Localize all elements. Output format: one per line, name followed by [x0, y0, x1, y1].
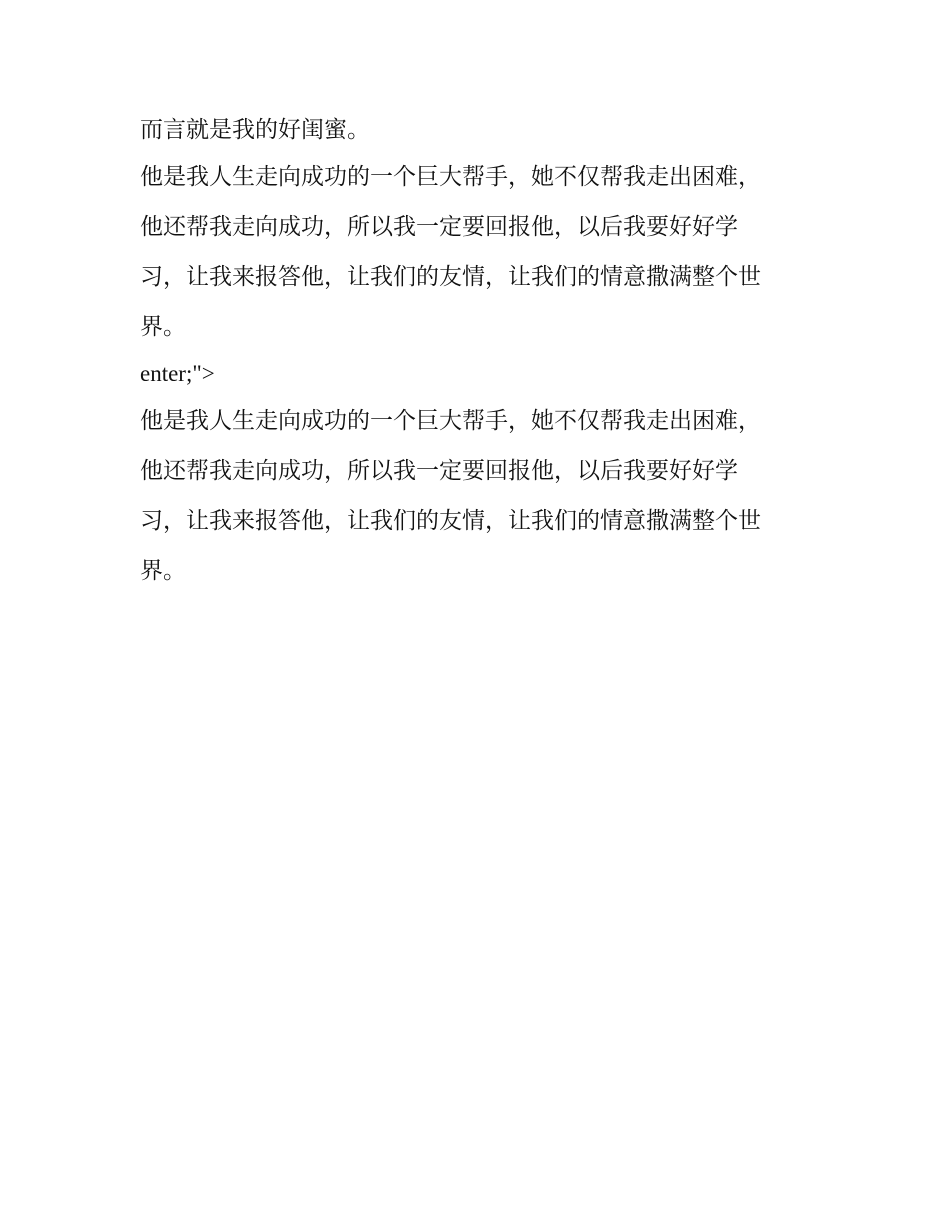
text-line: 他还帮我走向成功，所以我一定要回报他，以后我要好好学 — [140, 458, 738, 484]
text-line: 界。 — [140, 314, 186, 340]
text-line: 习，让我来报答他，让我们的友情，让我们的情意撒满整个世 — [140, 508, 761, 534]
paragraph — [140, 108, 815, 152]
text-line: 他是我人生走向成功的一个巨大帮手，她不仅帮我走出困难， — [140, 164, 761, 190]
text-line: enter;"> — [140, 361, 215, 386]
paragraph — [140, 352, 815, 396]
text-line: 他还帮我走向成功，所以我一定要回报他，以后我要好好学 — [140, 214, 738, 240]
document-body — [140, 108, 815, 596]
paragraph — [140, 396, 815, 596]
text-line: 他是我人生走向成功的一个巨大帮手，她不仅帮我走出困难， — [140, 408, 761, 434]
text-line: 而言就是我的好闺蜜。 — [140, 117, 370, 143]
text-line: 习，让我来报答他，让我们的友情，让我们的情意撒满整个世 — [140, 264, 761, 290]
paragraph — [140, 152, 815, 352]
text-line: 界。 — [140, 558, 186, 584]
